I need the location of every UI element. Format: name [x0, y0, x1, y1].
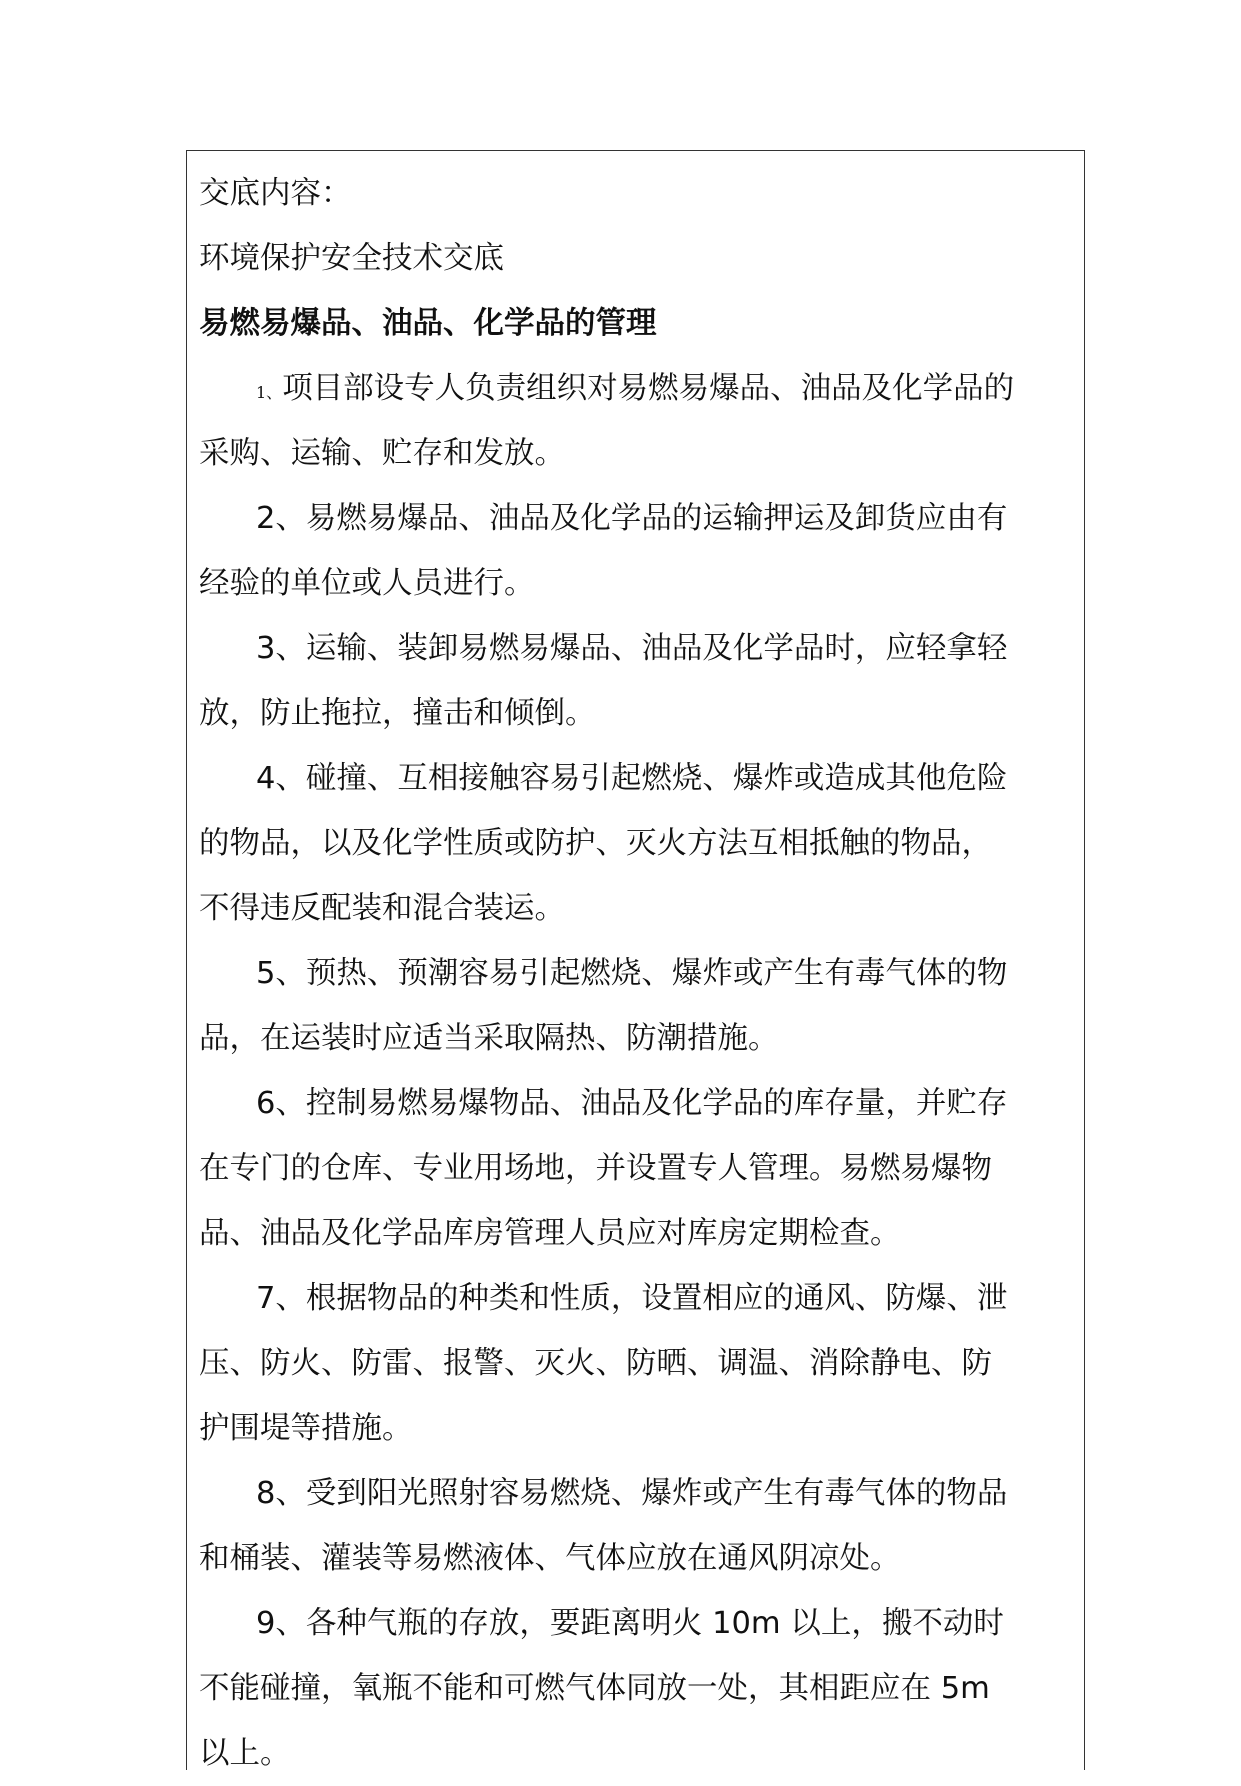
item-1-line-2: 采购、运输、贮存和发放。: [199, 436, 565, 471]
item-9-line-1: 9、各种气瓶的存放，要距离明火 10m 以上，搬不动时: [256, 1606, 1004, 1641]
item-9-line-2: 不能碰撞，氧瓶不能和可燃气体同放一处，其相距应在 5m: [199, 1671, 990, 1706]
item-9-number: 9、: [256, 1606, 306, 1641]
item-6-line-2: 在专门的仓库、专业用场地，并设置专人管理。易燃易爆物: [199, 1151, 992, 1186]
item-6-line-3: 品、油品及化学品库房管理人员应对库房定期检查。: [199, 1216, 901, 1251]
item-7-line-1: 7、根据物品的种类和性质，设置相应的通风、防爆、泄: [256, 1281, 1008, 1316]
item-1-line-1: 1、项目部设专人负责组织对易燃易爆品、油品及化学品的: [256, 371, 1015, 406]
item-5-line-1: 5、预热、预潮容易引起燃烧、爆炸或产生有毒气体的物: [256, 956, 1008, 991]
item-4-line-3: 不得违反配装和混合装运。: [199, 891, 565, 926]
item-8-line-2: 和桶装、灌装等易燃液体、气体应放在通风阴凉处。: [199, 1541, 901, 1576]
item-3-number: 3、: [256, 631, 306, 666]
item-8-number: 8、: [256, 1476, 306, 1511]
item-2-number: 2、: [256, 501, 306, 536]
item-7-line-2: 压、防火、防雷、报警、灭火、防晒、调温、消除静电、防: [199, 1346, 992, 1381]
section-title: 易燃易爆品、油品、化学品的管理: [199, 306, 657, 341]
document-subtitle: 环境保护安全技术交底: [199, 241, 504, 276]
item-3-line-1: 3、运输、装卸易燃易爆品、油品及化学品时，应轻拿轻: [256, 631, 1008, 666]
item-5-line-2: 品，在运装时应适当采取隔热、防潮措施。: [199, 1021, 779, 1056]
content-label: 交底内容：: [199, 176, 352, 211]
item-6-line-1: 6、控制易燃易爆物品、油品及化学品的库存量，并贮存: [256, 1086, 1008, 1121]
content-box: [186, 150, 1085, 1770]
item-9-line-3: 以上。: [199, 1736, 291, 1771]
item-8-line-1: 8、受到阳光照射容易燃烧、爆炸或产生有毒气体的物品: [256, 1476, 1008, 1511]
item-4-number: 4、: [256, 761, 306, 796]
item-4-line-1: 4、碰撞、互相接触容易引起燃烧、爆炸或造成其他危险: [256, 761, 1008, 796]
item-6-number: 6、: [256, 1086, 306, 1121]
item-2-line-2: 经验的单位或人员进行。: [199, 566, 535, 601]
item-7-line-3: 护围堤等措施。: [199, 1411, 413, 1446]
item-2-line-1: 2、易燃易爆品、油品及化学品的运输押运及卸货应由有: [256, 501, 1008, 536]
item-3-line-2: 放，防止拖拉，撞击和倾倒。: [199, 696, 596, 731]
item-5-number: 5、: [256, 956, 306, 991]
item-1-number: 1、: [256, 383, 283, 402]
item-4-line-2: 的物品，以及化学性质或防护、灭火方法互相抵触的物品，: [199, 826, 992, 861]
item-7-number: 7、: [256, 1281, 306, 1316]
